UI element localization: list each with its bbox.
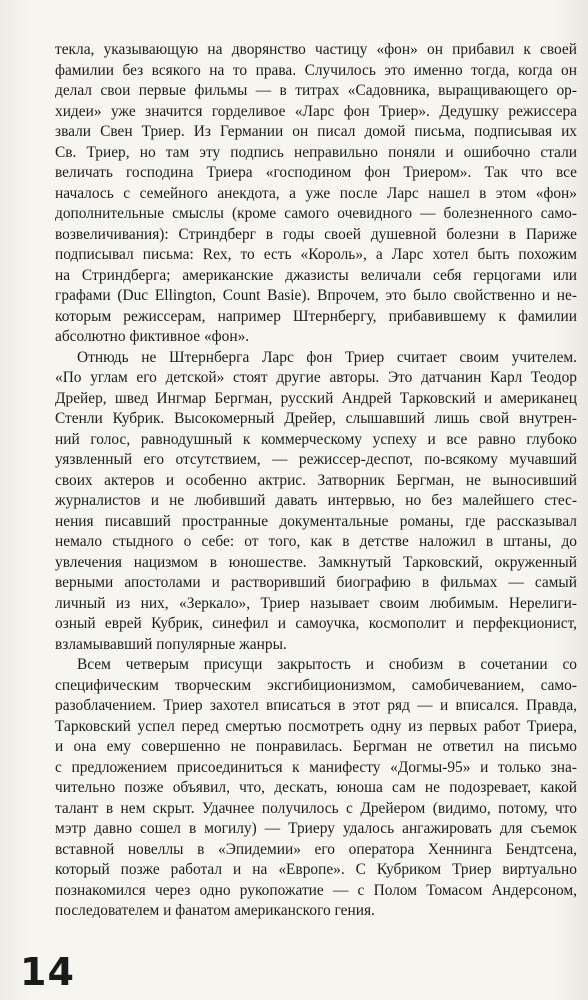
text-line: личный из них, «Зеркало», Триер называет своим любимым. Нерелиги- (55, 594, 577, 612)
text-line: текла, указывающую на дворянство частицу «фон» он прибавил к своей (55, 41, 577, 58)
text-line: нения писавший пространные документальные романы, где рассказывал (55, 512, 577, 530)
text-line: фамилии без всякого на то права. Случилось это именно тогда, когда он (55, 61, 577, 79)
text-line: ний голос, равнодушный к коммерческому успеху и все равно глубоко (55, 430, 577, 448)
text-line: талант в нем скрыт. Удачнее получилось с Дрейером (видимо, потому, что (55, 799, 577, 817)
text-line: последователем и фанатом американского гения. (55, 902, 375, 919)
text-line: уязвленный его отсутствием, — режиссер-деспот, по-всякому мучавший (55, 451, 577, 468)
text-line: графами (Duc Ellington, Count Basie). Впрочем, это было свойственно и не- (55, 287, 577, 304)
text-line: увлечения нацизмом в юношестве. Замкнутый Тарковский, окруженный (55, 553, 577, 571)
page-body-text (55, 40, 577, 922)
text-line: озный еврей Кубрик, синефил и самоучка, космополит и перфекционист, (55, 615, 577, 632)
text-line: разоблачением. Триер захотел вписаться в этот ряд — и вписался. Правда, (55, 697, 577, 714)
text-line: абсолютно фиктивное «фон». (55, 328, 250, 345)
text-line: специфическим творческим эксгибиционизмом, самобичеванием, само- (55, 676, 577, 694)
text-line: верными апостолами и растворивший биографию в фильмах — самый (55, 574, 577, 591)
text-line: которым режиссерам, например Штернбергу, прибавившему к фамилии (55, 307, 577, 325)
text-line: своих актеров и особенно актрис. Затворник Бергман, не выносивший (55, 471, 577, 489)
text-line: познакомился через одно рукопожатие — с Полом Томасом Андерсоном, (55, 881, 577, 899)
text-line: Дрейер, швед Ингмар Бергман, русский Андрей Тарковский и американец (55, 389, 577, 407)
text-line: Отнюдь не Штернберга Ларс фон Триер считает своим учителем. (77, 348, 577, 366)
text-line: возвеличивания): Стриндберг в годы своей душевной болезни в Париже (55, 225, 577, 243)
text-line: на Стриндберга; американские джазисты величали себя герцогами или (55, 266, 577, 284)
text-line: вставной новеллы в «Эпидемии» его оператора Хеннинга Бендтсена, (55, 840, 577, 858)
text-line: чительно позже объявил, что, дескать, юноша сам не подозревает, какой (55, 779, 577, 796)
text-line: Всем четверым присущи закрытость и снобизм в сочетании со (77, 656, 577, 673)
text-line: мэтр давно сошел в могилу) — Триеру удалось ангажировать для съемок (55, 820, 577, 837)
text-line: звали Свен Триер. Из Германии он писал домой письма, подписывая их (55, 123, 577, 140)
text-line: и она ему совершенно не понравилась. Бергман не ответил на письмо (55, 738, 577, 755)
text-line: взламывавший популярные жанры. (55, 635, 287, 653)
text-line: величать господина Триера «господином фон Триером». Так что все (55, 164, 577, 181)
text-line: началось с семейного анекдота, а уже после Ларс нашел в этом «фон» (55, 184, 577, 202)
page-number: 14 (20, 950, 75, 994)
text-line: с предложением присоединиться к манифесту «Догмы-95» и только зна- (55, 758, 577, 776)
text-line: журналистов и не любивший давать интервью, но без малейшего стес- (55, 492, 577, 509)
text-line: «По углам его детской» стоят другие авторы. Это датчанин Карл Теодор (55, 369, 577, 386)
text-line: Тарковский успел перед смертью посмотреть одну из первых работ Триера, (55, 717, 577, 735)
text-line: подписывал письма: Rex, то есть «Король», а Ларс хотел быть похожим (55, 246, 577, 263)
text-line: делал свои первые фильмы — в титрах «Садовника, выращивающего ор- (55, 82, 577, 99)
text-line: Стенли Кубрик. Высокомерный Дрейер, слышавший лишь свой внутрен- (55, 410, 577, 427)
text-line: который позже работал и на «Европе». С Кубриком Триер виртуально (55, 861, 577, 878)
text-line: дополнительные смыслы (кроме самого очевидного — болезненного само- (55, 205, 577, 222)
text-line: хидеи» уже значится горделивое «Ларс фон Триер». Дедушку режиссера (55, 102, 577, 120)
text-line: Св. Триер, но там эту подпись неправильно поняли и ошибочно стали (55, 143, 577, 161)
text-line: немало стыдного о себе: от того, как в детстве наложил в штаны, до (55, 533, 577, 550)
